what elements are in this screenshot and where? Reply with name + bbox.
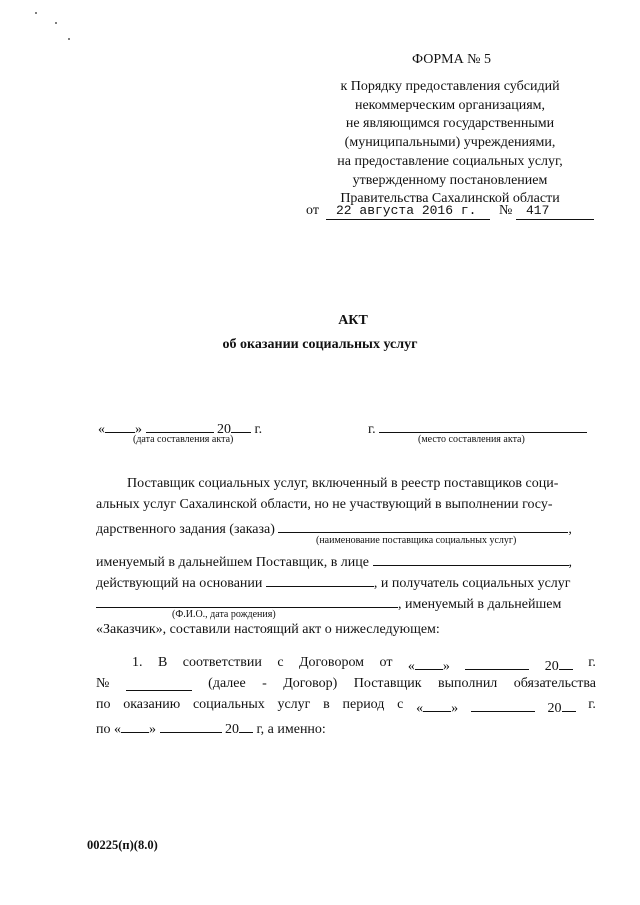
body-line-1: Поставщик социальных услуг, включенный в реестр поставщиков соци- (127, 476, 559, 491)
fio-caption: (Ф.И.О., дата рождения) (172, 609, 276, 620)
header-line: Правительства Сахалинской области (340, 191, 560, 207)
clause-1-line-2: № (далее - Договор) Поставщик выполнил обязательства (96, 676, 596, 691)
contract-number-field (126, 676, 192, 691)
header-line: некоммерческим организациям, (354, 97, 546, 113)
clause-1-line-4: по « » 20 г, а именно: (96, 718, 326, 738)
resolution-date-field (326, 203, 490, 220)
recipient-field (96, 593, 398, 608)
clause-1-line-3: по оказанию социальных услуг в период с « » 20 г. (96, 697, 596, 716)
scan-speck (35, 12, 37, 14)
year-prefix: 20 (217, 422, 231, 437)
basis-field (266, 572, 374, 587)
resolution-number-label: № (499, 203, 513, 218)
act-date-line: « » 20 г. (98, 418, 262, 438)
body-line-3: дарственного задания (заказа) , (96, 518, 572, 538)
header-block (300, 78, 600, 209)
document-subtitle: об оказании социальных услуг (222, 337, 418, 352)
document-title: АКТ (338, 313, 368, 328)
body-line-4: именуемый в дальнейшем Поставщик, в лице , (96, 551, 572, 571)
act-place-caption: (место составления акта) (418, 434, 525, 445)
scan-speck (68, 38, 70, 40)
form-code: 00225(п)(8.0) (87, 838, 158, 852)
header-line: утвержденному постановлением (352, 172, 548, 188)
clause-1-line-1: 1. В соответствии с Договором от « » 20 г. (132, 655, 596, 674)
year-suffix: г. (254, 422, 263, 437)
form-title: ФОРМА № 5 (412, 52, 492, 67)
resolution-date: 22 августа 2016 г. (336, 203, 477, 218)
header-line: не являющимся государственными (345, 116, 555, 132)
body-line-5: действующий на основании , и получатель социальных услуг (96, 572, 571, 592)
body-line-2: альных услуг Сахалинской области, но не участвующий в выполнении госу- (96, 497, 553, 512)
act-place-line: г. (368, 418, 587, 438)
supplier-caption: (наименование поставщика социальных услуг) (316, 535, 517, 546)
resolution-from-label: от (306, 203, 319, 218)
representative-field (373, 551, 569, 566)
header-line: (муниципальными) учреждениями, (344, 135, 556, 151)
scan-speck (55, 22, 57, 24)
act-date-caption: (дата составления акта) (133, 434, 234, 445)
supplier-name-field (278, 518, 568, 533)
resolution-number-field (516, 203, 594, 220)
header-line: на предоставление социальных услуг, (337, 153, 563, 169)
header-line: к Порядку предоставления субсидий (340, 79, 560, 94)
resolution-number: 417 (526, 203, 550, 218)
body-line-6: , именуемый в дальнейшем (96, 593, 561, 613)
body-line-7: «Заказчик», составили настоящий акт о нижеследующем: (96, 622, 440, 637)
